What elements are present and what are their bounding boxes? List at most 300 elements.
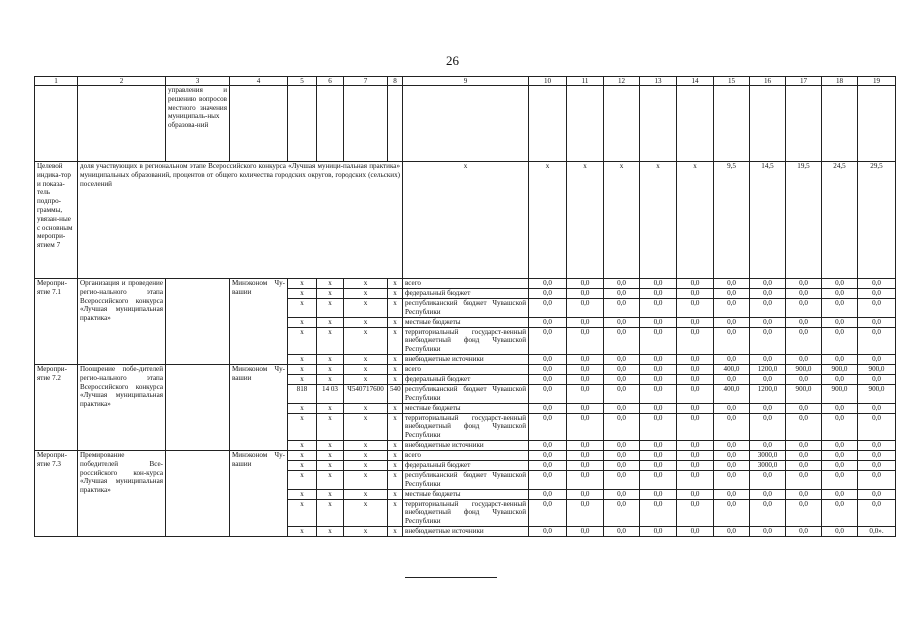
funding-value: 0,0	[640, 279, 677, 289]
cell-empty	[750, 86, 786, 162]
budget-code: х	[344, 327, 388, 354]
budget-code: х	[344, 413, 388, 440]
budget-code: х	[288, 354, 317, 364]
indicator-label: Целевой индика-тор и показа-тель подпро-граммы, увязан-ные с основным меропри-ятием 7	[35, 162, 78, 279]
funding-source: внебюджетные источники	[403, 354, 529, 364]
footer-rule	[405, 577, 497, 578]
budget-code: х	[288, 526, 317, 536]
funding-source: федеральный бюджет	[403, 460, 529, 470]
funding-source: всего	[403, 450, 529, 460]
budget-code: х	[344, 289, 388, 299]
funding-value: 0,0	[858, 489, 896, 499]
budget-code: х	[317, 279, 344, 289]
cell-empty	[166, 364, 230, 450]
funding-value: 0,0	[822, 489, 858, 499]
funding-value: 0,0	[786, 489, 822, 499]
funding-value: 900,0	[858, 384, 896, 403]
budget-code: х	[388, 354, 403, 364]
funding-value: 0,0	[714, 460, 750, 470]
column-header: 3	[166, 77, 230, 86]
indicator-value: 14,5	[750, 162, 786, 279]
budget-code: х	[388, 364, 403, 374]
funding-value: 0,0	[786, 460, 822, 470]
column-header: 13	[640, 77, 677, 86]
column-header: 16	[750, 77, 786, 86]
budget-code: х	[288, 403, 317, 413]
funding-value: 0,0	[529, 413, 567, 440]
funding-value: 0,0	[567, 526, 604, 536]
funding-value: 0,0	[858, 499, 896, 526]
funding-source: территориальный государст-венный внебюджетный фонд Чувашской Республики	[403, 327, 529, 354]
column-header: 2	[78, 77, 166, 86]
funding-value: 3000,0	[750, 460, 786, 470]
funding-value: 0,0	[529, 279, 567, 289]
funding-source: внебюджетные источники	[403, 440, 529, 450]
x-mark: х	[567, 162, 604, 279]
cell-empty	[78, 86, 166, 162]
indicator-value: 19,5	[786, 162, 822, 279]
funding-value: 0,0	[822, 526, 858, 536]
funding-value: 0,0	[714, 299, 750, 318]
funding-value: 0,0	[567, 470, 604, 489]
funding-value: 0,0	[786, 440, 822, 450]
cell-empty	[529, 86, 567, 162]
indicator-text: доля участвующих в региональном этапе Всероссийского конкурса «Лучшая муници-пальная практика» муниципальных образований, процентов от общего количества городских округов, городских (сельских) поселений	[78, 162, 403, 279]
funding-value: 0,0	[786, 403, 822, 413]
budget-code: х	[288, 489, 317, 499]
cell-empty	[344, 86, 388, 162]
funding-value: 0,0	[604, 299, 640, 318]
budget-code: х	[317, 470, 344, 489]
funding-value: 0,0	[714, 450, 750, 460]
budget-code: х	[288, 374, 317, 384]
budget-code: х	[317, 327, 344, 354]
funding-value: 0,0	[604, 279, 640, 289]
funding-value: 3000,0	[750, 450, 786, 460]
funding-value: 0,0	[604, 460, 640, 470]
funding-value: 0,0».	[858, 526, 896, 536]
funding-value: 1200,0	[750, 384, 786, 403]
funding-value: 0,0	[529, 440, 567, 450]
measure-code: Меропри-ятие 7.2	[35, 364, 78, 450]
column-header: 11	[567, 77, 604, 86]
funding-value: 0,0	[567, 413, 604, 440]
funding-value: 0,0	[640, 440, 677, 450]
funding-value: 0,0	[640, 403, 677, 413]
budget-code: х	[317, 526, 344, 536]
funding-value: 0,0	[677, 450, 714, 460]
funding-value: 0,0	[858, 440, 896, 450]
budget-code: х	[388, 470, 403, 489]
cell-empty	[640, 86, 677, 162]
cell-empty	[403, 86, 529, 162]
funding-value: 0,0	[822, 450, 858, 460]
cell-empty	[166, 279, 230, 365]
funding-value: 0,0	[604, 354, 640, 364]
budget-code: х	[344, 489, 388, 499]
indicator-row	[35, 162, 896, 279]
cell-empty	[822, 86, 858, 162]
cell-empty	[230, 86, 288, 162]
funding-value: 0,0	[677, 470, 714, 489]
funding-value: 0,0	[604, 327, 640, 354]
funding-value: 0,0	[604, 364, 640, 374]
funding-value: 0,0	[640, 460, 677, 470]
funding-value: 0,0	[640, 470, 677, 489]
budget-code: х	[288, 317, 317, 327]
funding-value: 0,0	[714, 440, 750, 450]
budget-code: х	[344, 317, 388, 327]
funding-value: 0,0	[822, 299, 858, 318]
budget-code: х	[388, 299, 403, 318]
funding-value: 0,0	[604, 403, 640, 413]
budget-code: х	[317, 364, 344, 374]
funding-value: 0,0	[750, 403, 786, 413]
funding-value: 0,0	[604, 470, 640, 489]
budget-code: х	[344, 403, 388, 413]
funding-value: 0,0	[822, 317, 858, 327]
funding-value: 0,0	[677, 354, 714, 364]
funding-value: 0,0	[858, 413, 896, 440]
indicator-value: 9,5	[714, 162, 750, 279]
funding-value: 0,0	[567, 403, 604, 413]
budget-code: 14 03	[317, 384, 344, 403]
budget-code: х	[288, 413, 317, 440]
funding-value: 0,0	[529, 470, 567, 489]
column-header: 17	[786, 77, 822, 86]
funding-value: 0,0	[786, 470, 822, 489]
budget-code: х	[288, 499, 317, 526]
funding-value: 0,0	[529, 450, 567, 460]
funding-value: 0,0	[567, 374, 604, 384]
page-number: 26	[446, 53, 459, 68]
funding-source: местные бюджеты	[403, 317, 529, 327]
budget-code: х	[317, 450, 344, 460]
funding-value: 0,0	[640, 327, 677, 354]
funding-value: 0,0	[786, 279, 822, 289]
funding-value: 0,0	[858, 279, 896, 289]
funding-value: 0,0	[714, 499, 750, 526]
measure-row	[35, 279, 896, 289]
column-header: 12	[604, 77, 640, 86]
funding-source: республиканский бюджет Чувашской Республики	[403, 299, 529, 318]
budget-code: х	[388, 327, 403, 354]
funding-value: 0,0	[750, 440, 786, 450]
funding-value: 0,0	[677, 460, 714, 470]
funding-source: всего	[403, 364, 529, 374]
funding-value: 0,0	[529, 327, 567, 354]
budget-code: х	[288, 327, 317, 354]
cell-empty	[567, 86, 604, 162]
funding-value: 0,0	[822, 403, 858, 413]
funding-value: 0,0	[567, 499, 604, 526]
funding-value: 0,0	[640, 289, 677, 299]
funding-value: 0,0	[714, 354, 750, 364]
cell-empty	[858, 86, 896, 162]
funding-value: 0,0	[640, 374, 677, 384]
funding-value: 0,0	[786, 413, 822, 440]
funding-value: 0,0	[640, 499, 677, 526]
measure-executor: Минэконом Чу-вашии	[230, 450, 288, 536]
indicator-value: 24,5	[822, 162, 858, 279]
column-header: 5	[288, 77, 317, 86]
cell-empty	[714, 86, 750, 162]
funding-value: 0,0	[677, 403, 714, 413]
budget-code: х	[317, 440, 344, 450]
funding-value: 0,0	[677, 317, 714, 327]
measure-row	[35, 450, 896, 460]
column-header: 4	[230, 77, 288, 86]
budget-code: Ч540717600	[344, 384, 388, 403]
funding-value: 0,0	[640, 354, 677, 364]
column-header: 10	[529, 77, 567, 86]
funding-value: 0,0	[822, 499, 858, 526]
budget-code: х	[388, 403, 403, 413]
budget-code: х	[288, 279, 317, 289]
funding-value: 0,0	[567, 299, 604, 318]
measure-executor: Минэконом Чу-вашии	[230, 364, 288, 450]
budget-code: х	[388, 317, 403, 327]
funding-value: 0,0	[822, 470, 858, 489]
funding-value: 0,0	[786, 354, 822, 364]
funding-value: 0,0	[750, 289, 786, 299]
funding-source: федеральный бюджет	[403, 289, 529, 299]
funding-value: 0,0	[786, 289, 822, 299]
column-header: 7	[344, 77, 388, 86]
funding-value: 0,0	[640, 317, 677, 327]
funding-value: 0,0	[529, 299, 567, 318]
budget-code: х	[388, 279, 403, 289]
funding-value: 0,0	[567, 289, 604, 299]
funding-value: 0,0	[529, 317, 567, 327]
continuation-text: управления и решению вопросов местного значения муниципаль-ных образова-ний	[166, 86, 230, 162]
column-header: 8	[388, 77, 403, 86]
funding-value: 400,0	[714, 384, 750, 403]
funding-value: 0,0	[567, 364, 604, 374]
budget-code: х	[344, 374, 388, 384]
budget-code: х	[344, 470, 388, 489]
budget-code: х	[288, 364, 317, 374]
budget-code: х	[388, 374, 403, 384]
funding-value: 0,0	[529, 374, 567, 384]
funding-value: 0,0	[677, 413, 714, 440]
budget-code: х	[344, 354, 388, 364]
funding-value: 0,0	[567, 279, 604, 289]
funding-value: 0,0	[567, 317, 604, 327]
funding-value: 0,0	[858, 374, 896, 384]
funding-value: 0,0	[714, 327, 750, 354]
funding-value: 0,0	[750, 299, 786, 318]
column-header: 15	[714, 77, 750, 86]
funding-value: 0,0	[822, 440, 858, 450]
budget-code: х	[344, 299, 388, 318]
funding-value: 0,0	[786, 499, 822, 526]
funding-value: 0,0	[714, 289, 750, 299]
funding-value: 0,0	[567, 489, 604, 499]
funding-value: 0,0	[858, 289, 896, 299]
funding-value: 0,0	[529, 289, 567, 299]
funding-value: 0,0	[640, 489, 677, 499]
funding-value: 0,0	[677, 299, 714, 318]
cell-empty	[288, 86, 317, 162]
funding-value: 0,0	[822, 289, 858, 299]
funding-value: 0,0	[822, 279, 858, 289]
table-body	[35, 77, 896, 537]
budget-code: х	[344, 279, 388, 289]
x-mark: х	[604, 162, 640, 279]
funding-value: 0,0	[604, 413, 640, 440]
column-header: 6	[317, 77, 344, 86]
funding-source: территориальный государст-венный внебюджетный фонд Чувашской Республики	[403, 413, 529, 440]
funding-value: 0,0	[822, 413, 858, 440]
funding-value: 0,0	[604, 289, 640, 299]
funding-value: 0,0	[604, 374, 640, 384]
budget-table	[34, 76, 896, 537]
funding-value: 0,0	[677, 289, 714, 299]
funding-value: 0,0	[604, 526, 640, 536]
budget-code: х	[317, 413, 344, 440]
funding-value: 0,0	[822, 327, 858, 354]
cell-empty	[786, 86, 822, 162]
x-mark: х	[529, 162, 567, 279]
budget-code: х	[388, 450, 403, 460]
funding-value: 0,0	[677, 440, 714, 450]
funding-value: 0,0	[858, 299, 896, 318]
funding-value: 0,0	[604, 489, 640, 499]
funding-value: 0,0	[786, 526, 822, 536]
column-header: 18	[822, 77, 858, 86]
funding-value: 900,0	[786, 364, 822, 374]
funding-value: 0,0	[640, 384, 677, 403]
funding-value: 0,0	[677, 526, 714, 536]
funding-value: 0,0	[822, 354, 858, 364]
funding-value: 0,0	[750, 374, 786, 384]
funding-value: 0,0	[604, 499, 640, 526]
budget-code: х	[388, 289, 403, 299]
cell-empty	[604, 86, 640, 162]
funding-source: республиканский бюджет Чувашской Республики	[403, 470, 529, 489]
budget-code: х	[288, 299, 317, 318]
budget-code: 540	[388, 384, 403, 403]
funding-value: 900,0	[858, 364, 896, 374]
funding-value: 0,0	[529, 460, 567, 470]
budget-code: х	[344, 460, 388, 470]
budget-code: х	[344, 450, 388, 460]
funding-value: 0,0	[677, 384, 714, 403]
funding-value: 0,0	[750, 317, 786, 327]
budget-code: х	[388, 460, 403, 470]
funding-value: 0,0	[714, 403, 750, 413]
funding-value: 0,0	[677, 489, 714, 499]
funding-value: 0,0	[858, 470, 896, 489]
budget-code: х	[288, 440, 317, 450]
funding-value: 900,0	[822, 364, 858, 374]
budget-code: х	[317, 289, 344, 299]
funding-value: 0,0	[604, 317, 640, 327]
funding-value: 0,0	[567, 440, 604, 450]
funding-value: 0,0	[786, 327, 822, 354]
funding-value: 0,0	[822, 460, 858, 470]
measure-name: Поощрение побе-дителей регио-нального этапа Всероссийского конкурса «Лучшая муниципальная практика»	[78, 364, 166, 450]
funding-value: 0,0	[677, 364, 714, 374]
budget-code: х	[317, 460, 344, 470]
funding-value: 0,0	[786, 317, 822, 327]
budget-code: х	[288, 450, 317, 460]
funding-value: 900,0	[786, 384, 822, 403]
funding-source: федеральный бюджет	[403, 374, 529, 384]
funding-value: 0,0	[604, 450, 640, 460]
budget-code: х	[344, 526, 388, 536]
measure-name: Организация и проведение регио-нального этапа Всероссийского конкурса «Лучшая муниципальная практика»	[78, 279, 166, 365]
funding-value: 0,0	[640, 526, 677, 536]
funding-value: 0,0	[858, 317, 896, 327]
budget-code: х	[288, 470, 317, 489]
measure-code: Меропри-ятие 7.1	[35, 279, 78, 365]
funding-value: 0,0	[858, 460, 896, 470]
funding-source: местные бюджеты	[403, 489, 529, 499]
funding-value: 0,0	[567, 460, 604, 470]
funding-source: республиканский бюджет Чувашской Республики	[403, 384, 529, 403]
budget-code: х	[388, 489, 403, 499]
funding-value: 0,0	[640, 413, 677, 440]
budget-code: х	[388, 499, 403, 526]
budget-code: х	[317, 374, 344, 384]
funding-value: 0,0	[822, 374, 858, 384]
column-header: 9	[403, 77, 529, 86]
funding-value: 0,0	[604, 384, 640, 403]
x-mark: х	[640, 162, 677, 279]
budget-code: х	[388, 440, 403, 450]
funding-value: 0,0	[529, 354, 567, 364]
funding-value: 0,0	[714, 470, 750, 489]
budget-code: х	[317, 299, 344, 318]
cell-empty	[317, 86, 344, 162]
measure-code: Меропри-ятие 7.3	[35, 450, 78, 536]
funding-value: 0,0	[714, 374, 750, 384]
funding-value: 1200,0	[750, 364, 786, 374]
funding-value: 0,0	[714, 413, 750, 440]
column-header: 19	[858, 77, 896, 86]
funding-value: 0,0	[750, 413, 786, 440]
funding-value: 0,0	[677, 327, 714, 354]
budget-code: х	[388, 526, 403, 536]
funding-value: 0,0	[858, 327, 896, 354]
measure-executor: Минэконом Чу-вашии	[230, 279, 288, 365]
funding-value: 0,0	[750, 327, 786, 354]
funding-value: 0,0	[604, 440, 640, 450]
budget-code: х	[317, 489, 344, 499]
funding-value: 0,0	[786, 299, 822, 318]
funding-value: 0,0	[714, 526, 750, 536]
funding-value: 0,0	[567, 327, 604, 354]
measure-name: Премирование победителей Все-российского кон-курса «Лучшая муниципальная практика»	[78, 450, 166, 536]
funding-value: 0,0	[750, 470, 786, 489]
budget-code: х	[317, 499, 344, 526]
funding-value: 0,0	[677, 374, 714, 384]
funding-value: 0,0	[567, 450, 604, 460]
funding-value: 0,0	[858, 403, 896, 413]
budget-code: 818	[288, 384, 317, 403]
funding-value: 0,0	[714, 489, 750, 499]
funding-value: 0,0	[714, 279, 750, 289]
continuation-row	[35, 86, 896, 162]
funding-value: 0,0	[529, 384, 567, 403]
funding-value: 0,0	[750, 489, 786, 499]
funding-value: 0,0	[677, 499, 714, 526]
funding-value: 0,0	[750, 354, 786, 364]
budget-code: х	[317, 403, 344, 413]
funding-value: 0,0	[529, 499, 567, 526]
